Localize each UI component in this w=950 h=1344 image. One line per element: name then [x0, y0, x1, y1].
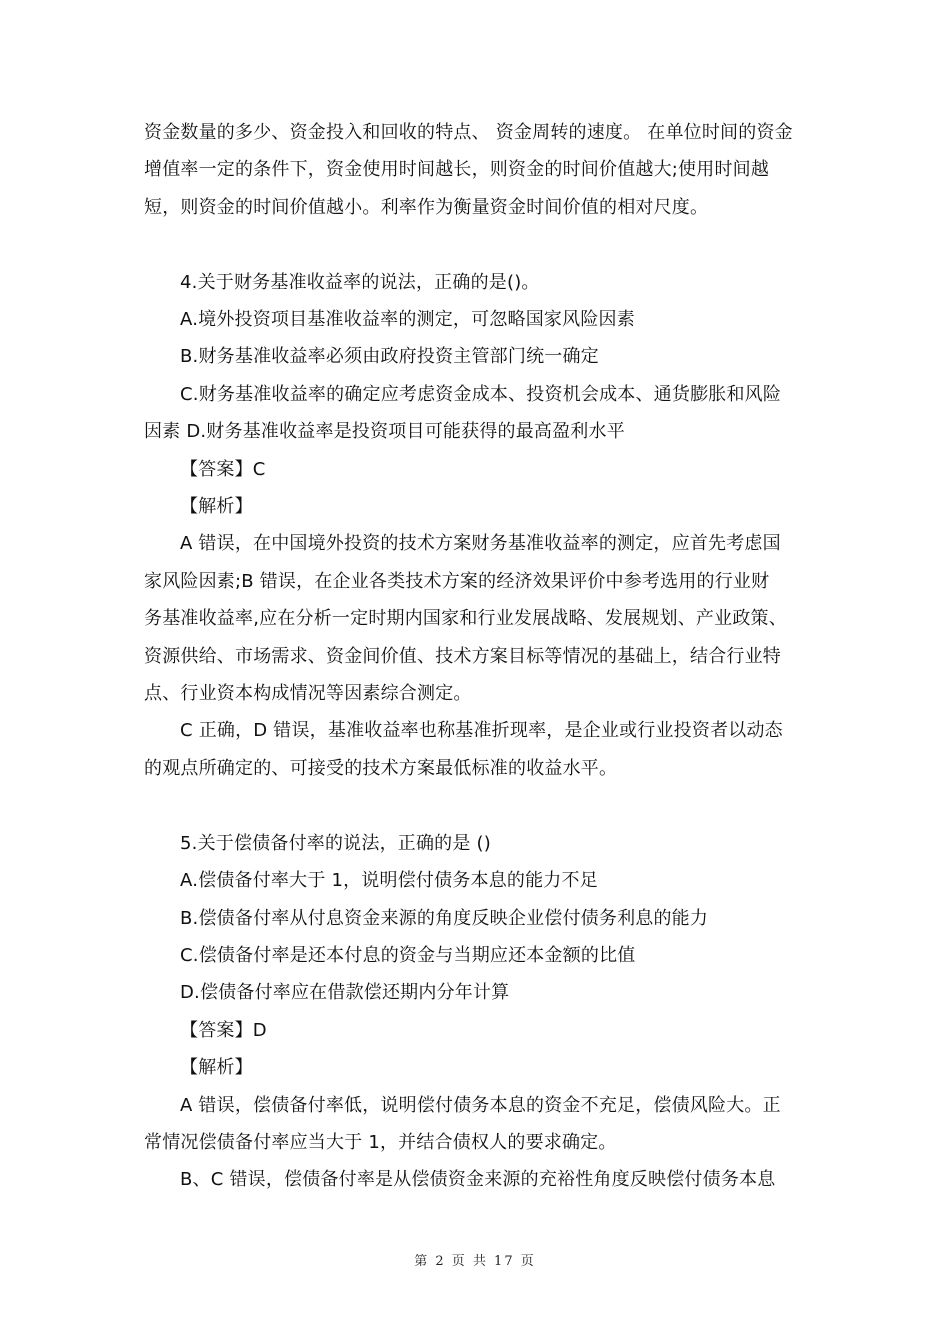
question-4-option-c: C.财务基准收益率的确定应考虑资金成本、投资机会成本、通货膨胀和风险: [180, 383, 782, 405]
question-4-analysis-2: [144, 712, 810, 787]
question-4-analysis-1: [144, 525, 810, 712]
question-5-option-d: D.偿债备付率应在借款偿还期内分年计算: [180, 982, 510, 1004]
paragraph-gap: [144, 226, 810, 263]
text-line: 增值率一定的条件下，资金使用时间越长，则资金的时间价值越大;使用时间越: [144, 159, 770, 181]
page-number-footer: 第 2 页 共 17 页: [414, 1254, 536, 1269]
question-4-option-b: B.财务基准收益率必须由政府投资主管部门统一确定: [180, 346, 599, 368]
text-line: 点、行业资本构成情况等因素综合测定。: [144, 683, 472, 705]
question-5-stem: 5.关于偿债备付率的说法，正确的是 (): [180, 832, 491, 854]
question-4-option-a: A.境外投资项目基准收益率的测定，可忽略国家风险因素: [180, 309, 635, 331]
text-line: 资金数量的多少、资金投入和回收的特点、 资金周转的速度。 在单位时间的资金: [144, 122, 793, 143]
text-line: 常情况偿债备付率应当大于 1，并结合债权人的要求确定。: [144, 1131, 617, 1153]
question-5-analysis-1: [144, 1087, 810, 1162]
text-line: 的观点所确定的、可接受的技术方案最低标准的收益水平。: [144, 757, 618, 779]
question-4-stem: 4.关于财务基准收益率的说法，正确的是()。: [180, 271, 540, 293]
text-line: B、C 错误，偿债备付率是从偿债资金来源的充裕性角度反映偿付债务本息: [180, 1169, 776, 1191]
question-4-option-c-d: 因素 D.财务基准收益率是投资项目可能获得的最高盈利水平: [144, 421, 625, 443]
question-5-option-b: B.偿债备付率从付息资金来源的角度反映企业偿付债务利息的能力: [180, 907, 709, 929]
question-5: [144, 825, 810, 1199]
text-line: 资源供给、市场需求、资金间价值、技术方案目标等情况的基础上，结合行业特: [144, 645, 781, 667]
text-line: 短，则资金的时间价值越小。利率作为衡量资金时间价值的相对尺度。: [144, 196, 709, 218]
question-4-answer: 【答案】C: [180, 458, 266, 480]
question-4-analysis-label: 【解析】: [180, 496, 253, 518]
paragraph-gap: [144, 787, 810, 824]
page-content: [144, 114, 810, 1199]
question-5-option-c: C.偿债备付率是还本付息的资金与当期应还本金额的比值: [180, 944, 636, 966]
question-5-analysis-2: [144, 1161, 810, 1198]
question-5-option-a: A.偿债备付率大于 1，说明偿付债务本息的能力不足: [180, 870, 598, 892]
question-5-analysis-label: 【解析】: [180, 1057, 253, 1079]
text-line: 家风险因素;B 错误，在企业各类技术方案的经济效果评价中参考选用的行业财: [144, 570, 770, 592]
text-line: A 错误，偿债备付率低，说明偿付债务本息的资金不充足，偿债风险大。正: [180, 1094, 781, 1116]
question-5-answer: 【答案】D: [180, 1019, 267, 1041]
intro-paragraph: [144, 114, 810, 226]
text-line: C 正确，D 错误，基准收益率也称基准折现率，是企业或行业投资者以动态: [180, 720, 783, 742]
text-line: 务基准收益率,应在分析一定时期内国家和行业发展战略、发展规划、产业政策、: [144, 608, 787, 630]
text-line: A 错误，在中国境外投资的技术方案财务基准收益率的测定，应首先考虑国: [180, 533, 781, 555]
question-4: [144, 264, 810, 788]
